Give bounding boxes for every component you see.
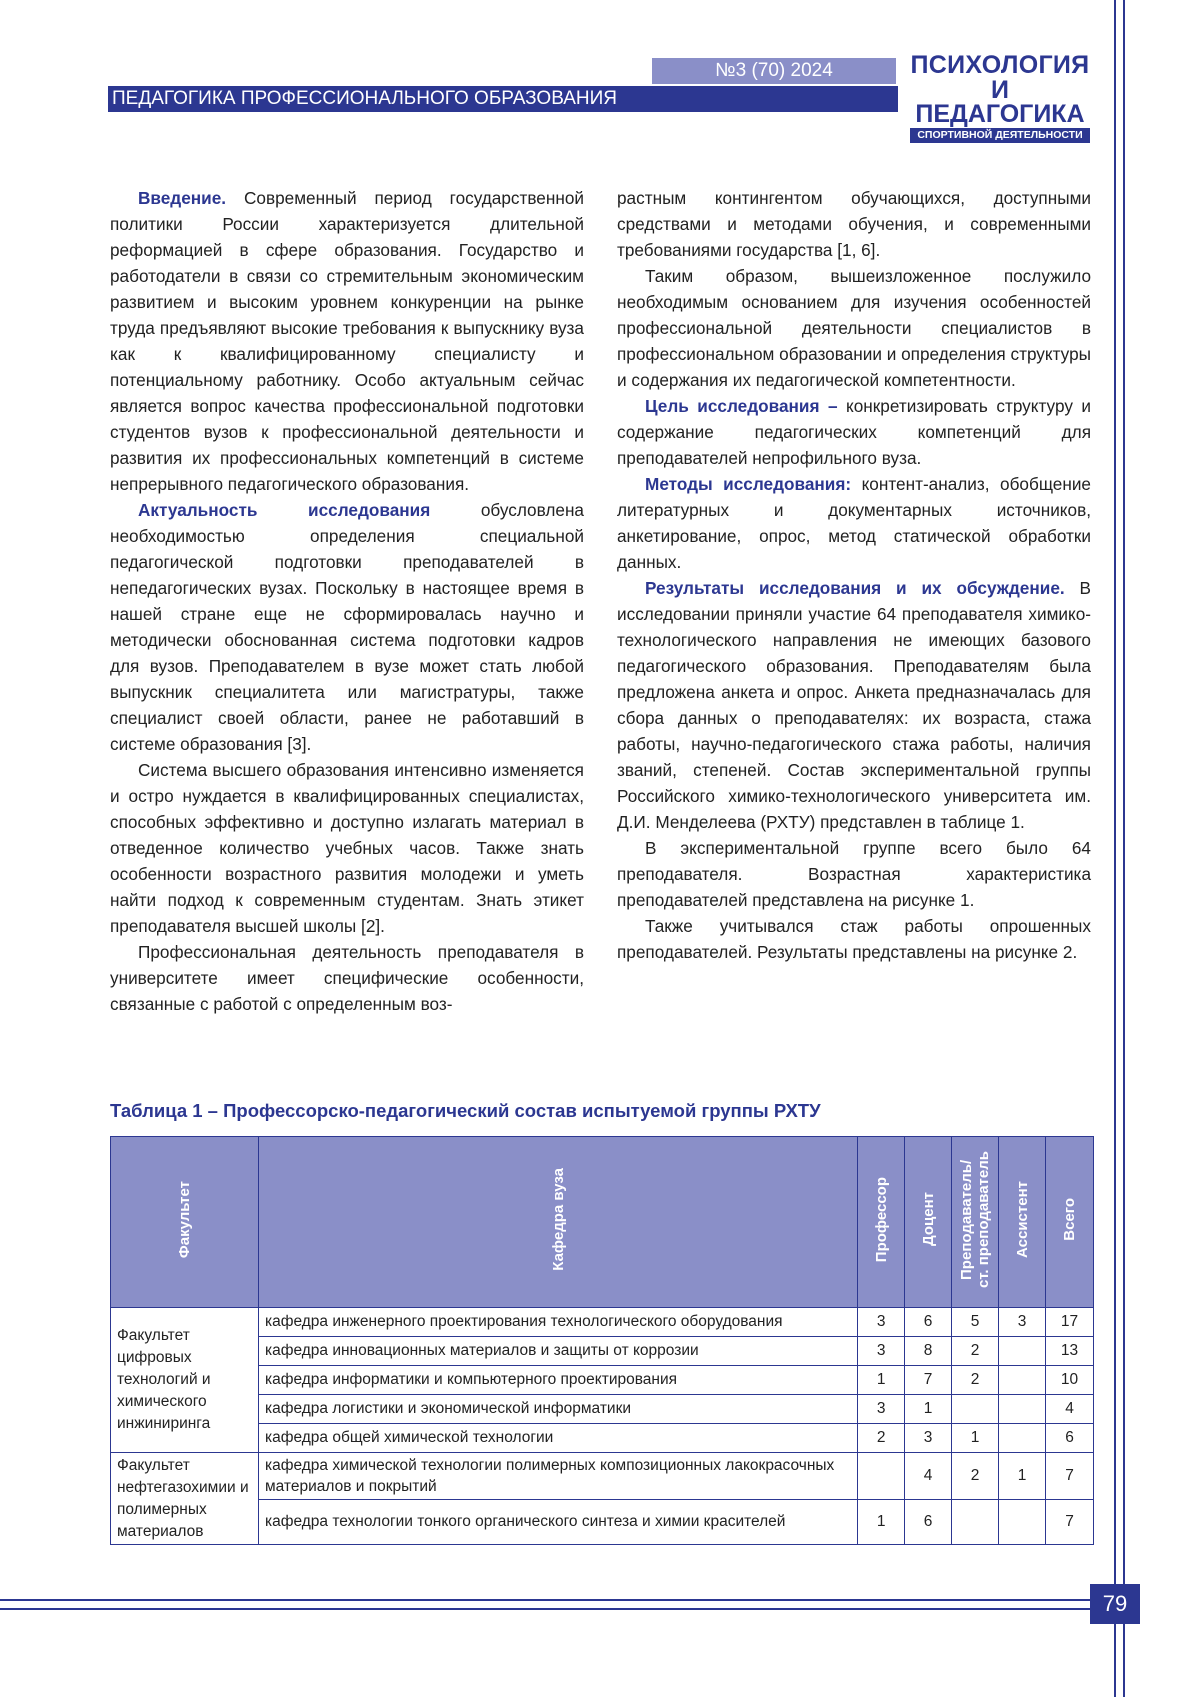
docent-cell: 6: [905, 1308, 952, 1337]
paragraph-conclusion: Таким образом, вышеизложенное послужило необходимым основанием для изучения особенностей профессиональной деятельности специалистов в профессиональном образовании и определения структуры и содержания их педагогической компетентности.: [617, 266, 1091, 390]
total-cell: 4: [1046, 1395, 1094, 1424]
table-row: [111, 1453, 1094, 1500]
total-cell: 7: [1046, 1453, 1094, 1500]
paragraph-text: конкретизировать структуру и содержание педагогических компетенций для преподавателей непрофильного вуза.: [617, 396, 1091, 468]
total-cell: 13: [1046, 1337, 1094, 1366]
header-lecturer-label: [958, 1151, 992, 1288]
lecturer-cell: 2: [952, 1453, 999, 1500]
docent-cell: 7: [905, 1366, 952, 1395]
professor-cell: 1: [858, 1500, 905, 1545]
section-title: ПЕДАГОГИКА ПРОФЕССИОНАЛЬНОГО ОБРАЗОВАНИЯ: [108, 86, 898, 112]
assistant-cell: 1: [999, 1453, 1046, 1500]
paragraph-methods: [617, 471, 1091, 575]
total-cell: 7: [1046, 1500, 1094, 1545]
paragraph-text: В исследовании приняли участие 64 преподавателя химико-технологического направления не имеющих базового педагогического образования. Преподавателям была предложена анкета и опрос. Анкета предназначалась для сбора данных о преподавателях: их возраста, стажа работы, научно-педагогического стажа работы, наличия званий, степеней. Состав экспериментальной группы Российского химико-технологического университета им. Д.И. Менделеева (РХТУ) представлен в таблице 1.: [617, 578, 1091, 832]
department-cell: кафедра технологии тонкого органического синтеза и химии красителей: [258, 1500, 857, 1545]
assistant-cell: [999, 1395, 1046, 1424]
paragraph-text: обусловлена необходимостью определения специальной педагогической подготовки преподавателей в непедагогических вузах. Поскольку в настоящее время в нашей стране еще не сформировалась научно и методически обоснованная система подготовки кадров для вузов. Преподавателем в вузе может стать любой выпускник специалитета или магистратуры, также специалист своей области, ранее не работавший в системе образования [3].: [110, 500, 584, 754]
paragraph-continuation: растным контингентом обучающихся, доступными средствами и методами обучения, и современными требованиями государства [1, 6].: [617, 188, 1091, 260]
footer-line: [0, 1608, 1114, 1610]
department-cell: кафедра химической технологии полимерных композиционных лакокрасочных материалов и покрытий: [258, 1453, 857, 1500]
header-total: [1046, 1137, 1094, 1308]
docent-cell: 1: [905, 1395, 952, 1424]
paragraph-goal: [617, 393, 1091, 471]
professor-cell: [858, 1453, 905, 1500]
docent-cell: 8: [905, 1337, 952, 1366]
paragraph-relevance: [110, 497, 584, 757]
professor-cell: 1: [858, 1366, 905, 1395]
header-department-label: Кафедра вуза: [549, 1168, 567, 1271]
decor-vertical-line: [1123, 0, 1125, 1697]
professor-cell: 2: [858, 1424, 905, 1453]
header-lecturer-line-1: Преподаватель/: [958, 1159, 976, 1280]
assistant-cell: [999, 1366, 1046, 1395]
logo-line-1: ПСИХОЛОГИЯ: [910, 51, 1090, 79]
lecturer-cell: 2: [952, 1337, 999, 1366]
department-cell: кафедра инженерного проектирования технологического оборудования: [258, 1308, 857, 1337]
text-column-right: [617, 185, 1091, 965]
table-row: [111, 1424, 1094, 1453]
lecturer-cell: 5: [952, 1308, 999, 1337]
lecturer-cell: [952, 1395, 999, 1424]
assistant-cell: [999, 1500, 1046, 1545]
paragraph-professional-activity: Профессиональная деятельность преподавателя в университете имеет специфические особенности, связанные с работой с определенным воз-: [110, 942, 584, 1014]
professor-cell: 3: [858, 1308, 905, 1337]
header-docent: [905, 1137, 952, 1308]
logo-line-2: И ПЕДАГОГИКА: [915, 76, 1085, 128]
header-faculty-label: Факультет: [175, 1180, 193, 1259]
table-header-row: [111, 1137, 1094, 1308]
total-cell: 17: [1046, 1308, 1094, 1337]
page-number: 79: [1090, 1584, 1140, 1624]
lecturer-cell: 2: [952, 1366, 999, 1395]
faculty-cell: Факультет нефтегазохимии и полимерных материалов: [111, 1453, 259, 1545]
header-docent-label: Доцент: [919, 1192, 937, 1247]
header-professor: [858, 1137, 905, 1308]
header-lecturer: [952, 1137, 999, 1308]
paragraph-results: [617, 575, 1091, 835]
department-cell: кафедра логистики и экономической информатики: [258, 1395, 857, 1424]
lecturer-cell: [952, 1500, 999, 1545]
header-total-label: Всего: [1061, 1198, 1078, 1241]
lecturer-cell: 1: [952, 1424, 999, 1453]
header-professor-label: Профессор: [872, 1176, 890, 1263]
faculty-cell: Факультет цифровых технологий и химического инжиниринга: [111, 1308, 259, 1453]
paragraph-text: Современный период государственной политики России характеризуется длительной реформацией в сфере образования. Государство и работодатели в связи со стремительным экономическим развитием и высоким уровнем конкуренции на рынке труда предъявляют высокие требования к выпускнику вуза как к квалифицированному специалисту и потенциальному работнику. Особо актуальным сейчас является вопрос качества профессиональной подготовки студентов вузов к профессиональной деятельности и развития их профессиональных компетенций в системе непрерывного педагогического образования.: [110, 188, 584, 494]
heading-relevance: Актуальность исследования: [138, 500, 431, 520]
docent-cell: 3: [905, 1424, 952, 1453]
department-cell: кафедра информатики и компьютерного проектирования: [258, 1366, 857, 1395]
journal-logo: [910, 52, 1090, 143]
total-cell: 10: [1046, 1366, 1094, 1395]
header-assistant: [999, 1137, 1046, 1308]
assistant-cell: [999, 1424, 1046, 1453]
table-row: [111, 1337, 1094, 1366]
assistant-cell: [999, 1337, 1046, 1366]
paragraph-introduction: [110, 185, 584, 497]
total-cell: 6: [1046, 1424, 1094, 1453]
paragraph-higher-education: Система высшего образования интенсивно изменяется и остро нуждается в квалифицированных специалистах, способных эффективно и доступно излагать материал в отведенное количество учебных часов. Также знать особенности возрастного развития молодежи и уметь найти подход к современным студентам. Знать этикет преподавателя высшей школы [2].: [110, 760, 584, 936]
header-lecturer-line-2: ст. преподаватель: [975, 1151, 993, 1288]
docent-cell: 6: [905, 1500, 952, 1545]
table-row: [111, 1395, 1094, 1424]
logo-line-3: СПОРТИВНОЙ ДЕЯТЕЛЬНОСТИ: [910, 128, 1090, 143]
heading-results: Результаты исследования и их обсуждение.: [645, 578, 1065, 598]
table-row: [111, 1308, 1094, 1337]
paragraph-experience: Также учитывался стаж работы опрошенных преподавателей. Результаты представлены на рисунке 2.: [617, 916, 1091, 962]
issue-number: №3 (70) 2024: [652, 58, 896, 84]
heading-methods: Методы исследования:: [645, 474, 852, 494]
assistant-cell: 3: [999, 1308, 1046, 1337]
footer-line: [0, 1599, 1114, 1601]
staff-table: [110, 1136, 1094, 1545]
header-faculty: [111, 1137, 259, 1308]
decor-vertical-line: [1114, 0, 1116, 1697]
paragraph-text: контент-анализ, обобщение литературных и документарных источников, анкетирование, опрос, метод статической обработки данных.: [617, 474, 1091, 572]
professor-cell: 3: [858, 1395, 905, 1424]
docent-cell: 4: [905, 1453, 952, 1500]
department-cell: кафедра общей химической технологии: [258, 1424, 857, 1453]
text-column-left: [110, 185, 584, 1017]
table-row: [111, 1366, 1094, 1395]
professor-cell: 3: [858, 1337, 905, 1366]
heading-goal: Цель исследования –: [645, 396, 838, 416]
department-cell: кафедра инновационных материалов и защиты от коррозии: [258, 1337, 857, 1366]
table-row: [111, 1500, 1094, 1545]
header-assistant-label: Ассистент: [1013, 1181, 1031, 1258]
heading-introduction: Введение.: [138, 188, 227, 208]
header-department: [258, 1137, 857, 1308]
paragraph-experimental-group: В экспериментальной группе всего было 64 преподавателя. Возрастная характеристика преподавателей представлена на рисунке 1.: [617, 838, 1091, 910]
table-caption: Таблица 1 – Профессорско-педагогический состав испытуемой группы РХТУ: [110, 1100, 821, 1121]
